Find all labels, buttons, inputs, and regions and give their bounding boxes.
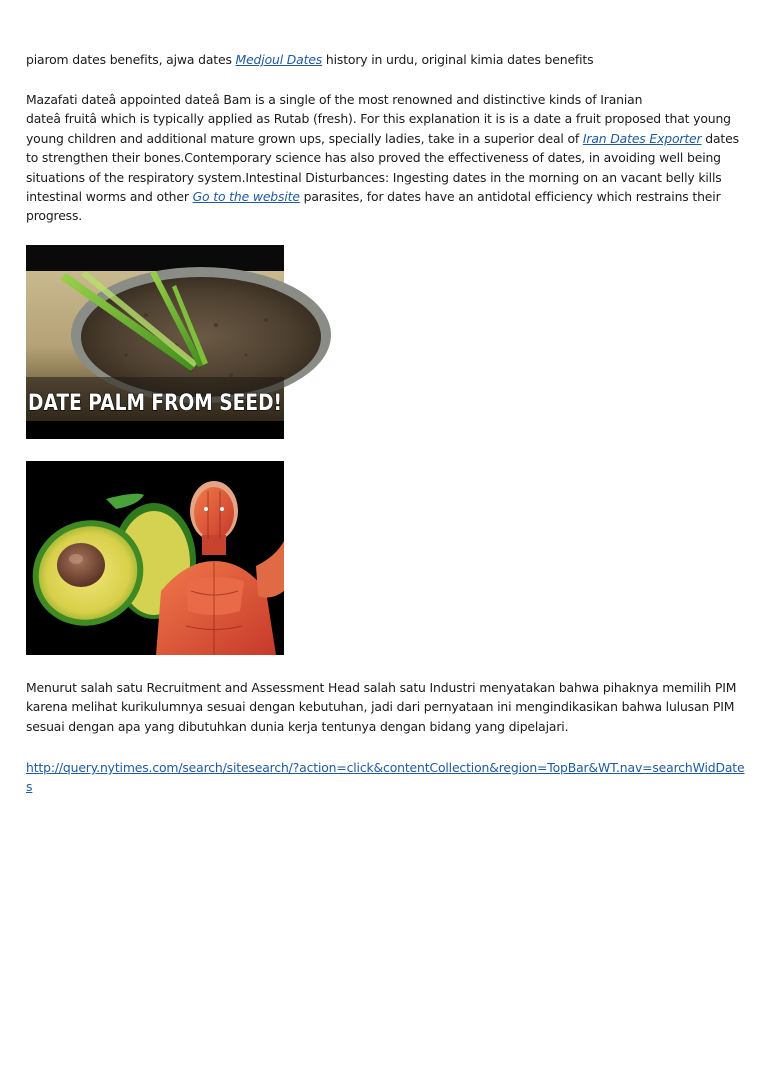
mazafati-text-c: parasites, for dates have an antidotal efficiency which restrains their progress. xyxy=(26,189,721,224)
go-to-website-link[interactable]: Go to the website xyxy=(192,189,300,205)
keywords-text-before: piarom dates benefits, ajwa dates xyxy=(26,52,236,67)
nytimes-search-link[interactable]: http://query.nytimes.com/search/sitesearch/?action=click&contentCollection&region=TopBar&WT.nav=searchWidDates xyxy=(26,760,745,795)
image-caption-text: DATE PALM FROM SEED! xyxy=(28,391,282,416)
paragraph-mazafati xyxy=(26,90,748,226)
avocado-muscle-image xyxy=(26,461,284,655)
iran-dates-exporter-link[interactable]: Iran Dates Exporter xyxy=(582,130,702,146)
medjoul-dates-link[interactable]: Medjoul Dates xyxy=(235,52,323,67)
paragraph-recruitment: Menurut salah satu Recruitment and Assessment Head salah satu Industri menyatakan bahwa pihaknya memilih PIM karena melihat kurikulumnya sesuai dengan kebutuhan, jadi dari pernyataan ini mengindikasikan bahwa lulusan PIM sesuai dengan apa yang dibutuhkan dunia kerja tentunya dengan bidang yang dipelajari. xyxy=(26,680,737,734)
paragraph-keywords xyxy=(26,50,593,69)
mazafati-text-b: dates to strengthen their bones.Contemporary science has also proved the effectiveness of dates, in avoiding well being situations of the respiratory system.Intestinal Disturbances: Ingesting dates in the morning on an vacant belly kills intestinal worms and other xyxy=(26,130,739,205)
keywords-text-after: history in urdu, original kimia dates benefits xyxy=(322,52,594,67)
mazafati-line-1: Mazafati dateâ appointed dateâ Bam is a single of the most renowned and distinctive kinds of Iranian xyxy=(26,92,643,107)
paragraph-url xyxy=(26,758,748,797)
date-palm-seedling-image xyxy=(26,245,284,439)
mazafati-text-a: dateâ fruitâ which is typically applied as Rutab (fresh). For this explanation it is is a date a fruit proposed that young young children and additional mature grown ups, specially ladies, take in a superior deal of xyxy=(26,111,731,146)
